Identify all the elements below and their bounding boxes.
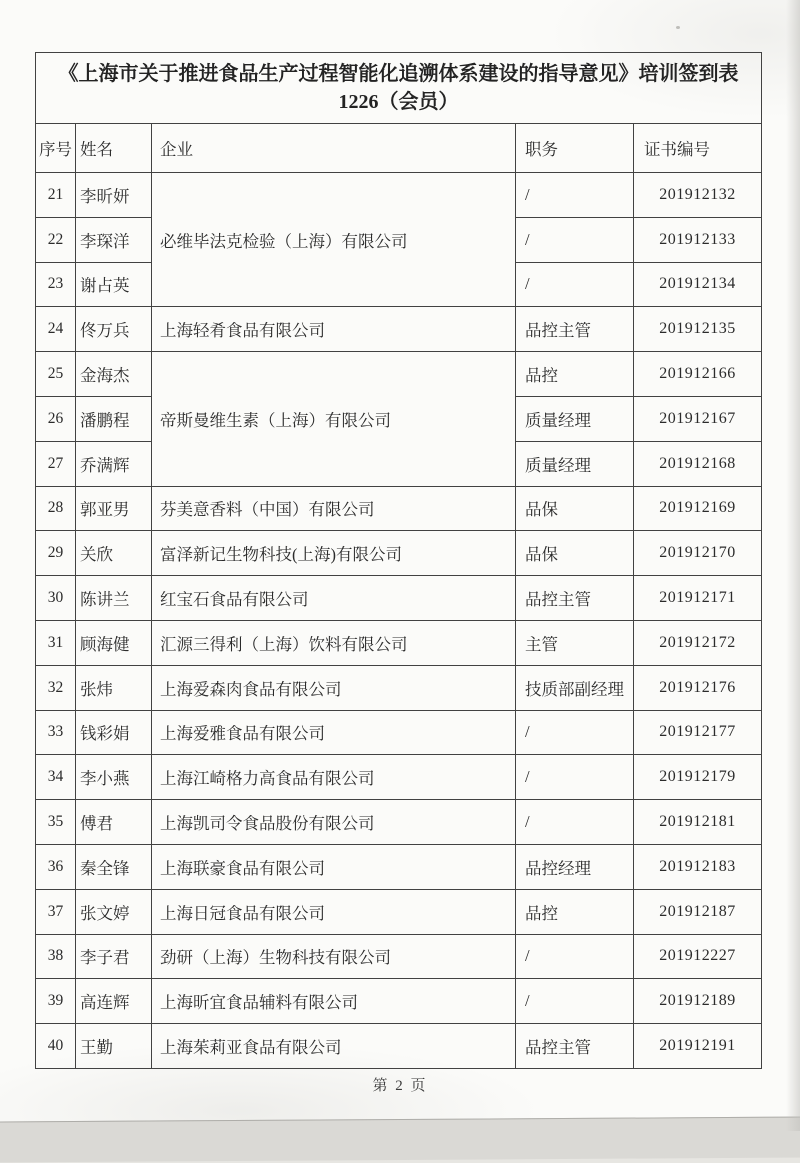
page-number: 第 2 页 [372, 1078, 428, 1094]
cell-serial: 39 [36, 979, 76, 1024]
cell-serial: 23 [36, 262, 76, 307]
cell-company: 红宝石食品有限公司 [152, 576, 516, 621]
table-row [36, 173, 762, 218]
cell-name: 李小燕 [76, 755, 152, 800]
cell-position: 品保 [516, 531, 634, 576]
cell-name: 顾海健 [76, 620, 152, 665]
cell-serial: 34 [36, 755, 76, 800]
document-subtitle: 1226（会员） [338, 91, 459, 113]
cell-serial: 30 [36, 576, 76, 621]
cell-name: 金海杰 [76, 352, 152, 397]
cell-serial: 36 [36, 844, 76, 889]
cell-position: 品控主管 [516, 1024, 634, 1069]
cell-company: 芬美意香料（中国）有限公司 [152, 486, 516, 531]
cell-company: 上海日冠食品有限公司 [152, 889, 516, 934]
col-header-cert: 证书编号 [634, 124, 762, 173]
cell-name: 谢占英 [76, 262, 152, 307]
cell-position: 品控经理 [516, 844, 634, 889]
col-header-name: 姓名 [76, 124, 152, 173]
cell-serial: 37 [36, 889, 76, 934]
cell-company: 上海联豪食品有限公司 [152, 844, 516, 889]
cell-name: 秦全锋 [76, 844, 152, 889]
cell-serial: 28 [36, 486, 76, 531]
cell-cert: 201912191 [634, 1024, 762, 1069]
cell-company: 上海江崎格力高食品有限公司 [152, 755, 516, 800]
cell-serial: 31 [36, 620, 76, 665]
cell-position: 主管 [516, 620, 634, 665]
cell-cert: 201912181 [634, 800, 762, 845]
cell-cert: 201912166 [634, 352, 762, 397]
table-row [36, 979, 762, 1024]
cell-name: 李昕妍 [76, 173, 152, 218]
cell-name: 李子君 [76, 934, 152, 979]
cell-name: 郭亚男 [76, 486, 152, 531]
table-row [36, 844, 762, 889]
cell-cert: 201912168 [634, 441, 762, 486]
cell-company: 上海凯司令食品股份有限公司 [152, 800, 516, 845]
cell-cert: 201912170 [634, 531, 762, 576]
cell-serial: 27 [36, 441, 76, 486]
cell-company: 上海茱莉亚食品有限公司 [152, 1024, 516, 1069]
cell-company: 上海昕宜食品辅料有限公司 [152, 979, 516, 1024]
cell-position: / [516, 217, 634, 262]
cell-position: 质量经理 [516, 441, 634, 486]
table-row [36, 620, 762, 665]
cell-position: 质量经理 [516, 396, 634, 441]
table-row [36, 352, 762, 397]
cell-serial: 25 [36, 352, 76, 397]
col-header-company: 企业 [152, 124, 516, 173]
cell-cert: 201912179 [634, 755, 762, 800]
cell-cert: 201912183 [634, 844, 762, 889]
cell-name: 李琛洋 [76, 217, 152, 262]
cell-position: 品控主管 [516, 307, 634, 352]
cell-position: 品控 [516, 352, 634, 397]
cell-position: 品控 [516, 889, 634, 934]
header-row [36, 124, 762, 173]
cell-name: 张文婷 [76, 889, 152, 934]
cell-name: 乔满辉 [76, 441, 152, 486]
cell-position: 技质部副经理 [516, 665, 634, 710]
cell-name: 陈讲兰 [76, 576, 152, 621]
cell-company: 帝斯曼维生素（上海）有限公司 [152, 352, 516, 486]
table-row [36, 576, 762, 621]
cell-cert: 201912172 [634, 620, 762, 665]
cell-serial: 22 [36, 217, 76, 262]
cell-company: 上海轻肴食品有限公司 [152, 307, 516, 352]
cell-position: / [516, 979, 634, 1024]
cell-cert: 201912133 [634, 217, 762, 262]
cell-name: 傅君 [76, 800, 152, 845]
cell-position: / [516, 800, 634, 845]
cell-serial: 21 [36, 173, 76, 218]
cell-company: 劲研（上海）生物科技有限公司 [152, 934, 516, 979]
cell-position: / [516, 934, 634, 979]
cell-cert: 201912227 [634, 934, 762, 979]
cell-cert: 201912132 [634, 173, 762, 218]
table-row [36, 486, 762, 531]
cell-position: / [516, 262, 634, 307]
scan-speck [676, 26, 680, 29]
cell-name: 高连辉 [76, 979, 152, 1024]
cell-company: 必维毕法克检验（上海）有限公司 [152, 173, 516, 307]
title-row [36, 53, 762, 124]
cell-serial: 40 [36, 1024, 76, 1069]
cell-cert: 201912189 [634, 979, 762, 1024]
table-row [36, 710, 762, 755]
table-row [36, 800, 762, 845]
cell-cert: 201912171 [634, 576, 762, 621]
document-title: 《上海市关于推进食品生产过程智能化追溯体系建设的指导意见》培训签到表 [58, 63, 739, 85]
cell-company: 上海爱森肉食品有限公司 [152, 665, 516, 710]
cell-company: 上海爱雅食品有限公司 [152, 710, 516, 755]
cell-position: 品控主管 [516, 576, 634, 621]
table-row [36, 755, 762, 800]
cell-serial: 29 [36, 531, 76, 576]
document-title-cell [36, 53, 762, 124]
cell-name: 潘鹏程 [76, 396, 152, 441]
cell-name: 佟万兵 [76, 307, 152, 352]
cell-position: 品保 [516, 486, 634, 531]
cell-serial: 35 [36, 800, 76, 845]
table-row [36, 665, 762, 710]
cell-cert: 201912176 [634, 665, 762, 710]
table-row [36, 1024, 762, 1069]
cell-position: / [516, 173, 634, 218]
table-row [36, 531, 762, 576]
cell-name: 关欣 [76, 531, 152, 576]
cell-company: 富泽新记生物科技(上海)有限公司 [152, 531, 516, 576]
table-row [36, 934, 762, 979]
cell-cert: 201912135 [634, 307, 762, 352]
col-header-serial: 序号 [36, 124, 76, 173]
table-row [36, 307, 762, 352]
cell-serial: 32 [36, 665, 76, 710]
cell-name: 张炜 [76, 665, 152, 710]
cell-serial: 24 [36, 307, 76, 352]
cell-serial: 33 [36, 710, 76, 755]
signin-table-body [36, 173, 762, 1069]
cell-name: 王勤 [76, 1024, 152, 1069]
cell-position: / [516, 755, 634, 800]
cell-serial: 26 [36, 396, 76, 441]
cell-cert: 201912167 [634, 396, 762, 441]
cell-cert: 201912187 [634, 889, 762, 934]
cell-name: 钱彩娟 [76, 710, 152, 755]
cell-cert: 201912169 [634, 486, 762, 531]
cell-serial: 38 [36, 934, 76, 979]
signin-table [35, 52, 762, 1069]
cell-company: 汇源三得利（上海）饮料有限公司 [152, 620, 516, 665]
scan-page-bottom-edge [0, 1116, 800, 1162]
cell-position: / [516, 710, 634, 755]
col-header-position: 职务 [516, 124, 634, 173]
table-row [36, 889, 762, 934]
cell-cert: 201912177 [634, 710, 762, 755]
cell-cert: 201912134 [634, 262, 762, 307]
